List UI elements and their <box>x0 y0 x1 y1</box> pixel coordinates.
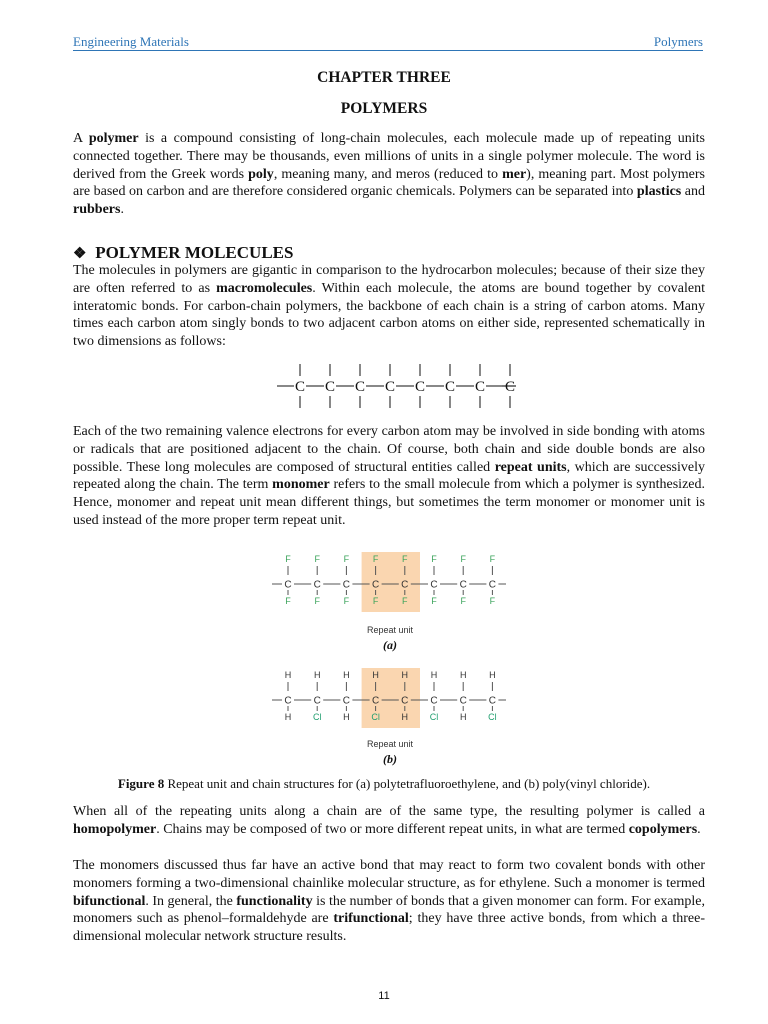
carbon-atom: C <box>354 379 366 395</box>
backbone-carbon: C <box>488 579 497 591</box>
figure-caption <box>0 776 768 792</box>
section-heading <box>73 243 293 263</box>
carbon-atom: C <box>474 379 486 395</box>
backbone-carbon: C <box>284 579 292 591</box>
side-atom-top: F <box>431 554 437 564</box>
backbone-carbon: C <box>430 579 438 591</box>
backbone-carbon: C <box>371 579 380 591</box>
side-atom-top: F <box>343 554 350 564</box>
side-atom-top: F <box>402 554 408 564</box>
side-atom-top: H <box>313 670 321 680</box>
carbon-atom: C <box>324 379 336 395</box>
figure-caption-label: Figure 8 <box>117 776 165 791</box>
side-atom-top: H <box>489 670 496 680</box>
backbone-carbon: C <box>459 695 467 707</box>
backbone-carbon: C <box>342 695 351 707</box>
side-atom-top: H <box>459 670 467 680</box>
page-header <box>73 33 703 51</box>
backbone-carbon: C <box>459 579 467 591</box>
figure-caption-text: Repeat unit and chain structures for (a) polytetrafluoroethylene, and (b) poly(vinyl chloride). <box>164 776 651 791</box>
backbone-carbon: C <box>342 579 351 591</box>
section-heading-text: POLYMER MOLECULES <box>95 243 294 262</box>
backbone-carbon: C <box>430 695 438 707</box>
carbon-atom: C <box>414 379 426 395</box>
side-atom-top: F <box>372 554 379 564</box>
backbone-carbon: C <box>284 695 292 707</box>
backbone-carbon: C <box>401 695 409 707</box>
side-atom-bottom: H <box>343 712 350 722</box>
side-atom-top: H <box>372 670 379 680</box>
figure-a-sublabel: (a) <box>383 638 397 652</box>
chapter-number: CHAPTER THREE <box>317 69 451 86</box>
side-atom-top: H <box>284 670 292 680</box>
figure-b-sublabel: (b) <box>383 752 397 766</box>
side-atom-top: F <box>460 554 466 564</box>
molecules-paragraph: The molecules in polymers are gigantic in comparison to the hydrocarbon molecules; because of their size they are often referred to as macromolecules. Within each molecule, the atoms are bound together by covalent interatomic bonds. For carbon-chain polymers, the backbone of each chain is a string of carbon atoms. Many times each carbon atom singly bonds to two adjacent carbon atoms on either side, represented schematically in two dimensions as follows: <box>73 263 705 350</box>
monomers-paragraph: The monomers discussed thus far have an active bond that may react to form two covalent bonds with other monomers forming a two-dimensional chainlike molecular structure, as for ethylene. Such a monomer is termed bifunctional. In general, the functionality is the number of bonds that a given monomer can form. For example, monomers such as phenol–formaldehyde are trifunctional; they have three active bonds, from which a three-dimensional molecular network structure results. <box>73 858 705 945</box>
backbone-carbon: C <box>313 695 321 707</box>
side-atom-bottom: F <box>402 596 408 606</box>
side-atom-bottom: H <box>401 712 409 722</box>
chapter-title: POLYMERS <box>340 100 428 117</box>
header-course-title: Engineering Materials <box>73 34 189 49</box>
side-atom-bottom: F <box>489 596 496 606</box>
side-atom-top: F <box>489 554 496 564</box>
backbone-carbon: C <box>313 579 321 591</box>
page-number: 11 <box>378 990 390 1002</box>
side-atom-top: F <box>285 554 291 564</box>
carbon-chain-diagram <box>270 362 516 410</box>
side-atom-bottom: F <box>460 596 466 606</box>
carbon-atom: C <box>384 379 396 395</box>
figure-b-pvc-chain <box>270 668 510 773</box>
carbon-atom: C <box>444 379 456 395</box>
side-atom-bottom: F <box>372 596 379 606</box>
intro-paragraph: A polymer is a compound consisting of long-chain molecules, each molecule made up of repeating units connected together. There may be thousands, even millions of units in a single polymer molecule. The word is derived from the Greek words poly, meaning many, and meros (reduced to mer), meaning part. Most polymers are based on carbon and are therefore considered organic chemicals. Polymers can be separated into plastics and rubbers. <box>73 131 706 218</box>
side-atom-top: H <box>430 670 438 680</box>
backbone-carbon: C <box>371 695 380 707</box>
side-atom-bottom: Cl <box>488 712 497 722</box>
figure-a-ptfe-chain <box>270 552 510 657</box>
carbon-atom: C <box>504 379 516 395</box>
side-atom-bottom: H <box>284 712 292 722</box>
diamond-bullet-icon: ❖ <box>73 246 87 262</box>
repeat-unit-label-b: Repeat unit <box>366 739 414 749</box>
side-atom-bottom: Cl <box>371 712 380 722</box>
backbone-carbon: C <box>401 579 409 591</box>
side-atom-top: F <box>314 554 320 564</box>
backbone-carbon: C <box>488 695 497 707</box>
side-atom-bottom: F <box>285 596 291 606</box>
repeat-unit-highlight-a <box>362 552 420 612</box>
side-atom-bottom: F <box>314 596 320 606</box>
carbon-chain-atoms <box>277 364 516 408</box>
side-atom-bottom: F <box>431 596 437 606</box>
homopolymer-paragraph: When all of the repeating units along a chain are of the same type, the resulting polymer is called a homopolymer. Chains may be composed of two or more different repeat units, in what are termed copolymers. <box>73 804 705 837</box>
side-atom-bottom: Cl <box>312 712 322 722</box>
side-atom-top: H <box>343 670 350 680</box>
side-atom-bottom: F <box>343 596 350 606</box>
side-atom-top: H <box>401 670 409 680</box>
side-atom-bottom: H <box>459 712 467 722</box>
side-atom-bottom: Cl <box>429 712 439 722</box>
header-chapter-title: Polymers <box>653 34 703 49</box>
carbon-atom: C <box>294 379 306 395</box>
repeat-unit-label-a: Repeat unit <box>366 625 414 635</box>
valence-paragraph: Each of the two remaining valence electrons for every carbon atom may be involved in side bonding with atoms or radicals that are positioned adjacent to the chain. Of course, both chain and side double bonds are also possible. These long molecules are composed of structural entities called repeat units, which are successively repeated along the chain. The term monomer refers to the small molecule from which a polymer is synthesized. Hence, monomer and repeat unit mean different things, but sometimes the term monomer or monomer unit is used instead of the more proper term repeat unit. <box>73 424 705 528</box>
